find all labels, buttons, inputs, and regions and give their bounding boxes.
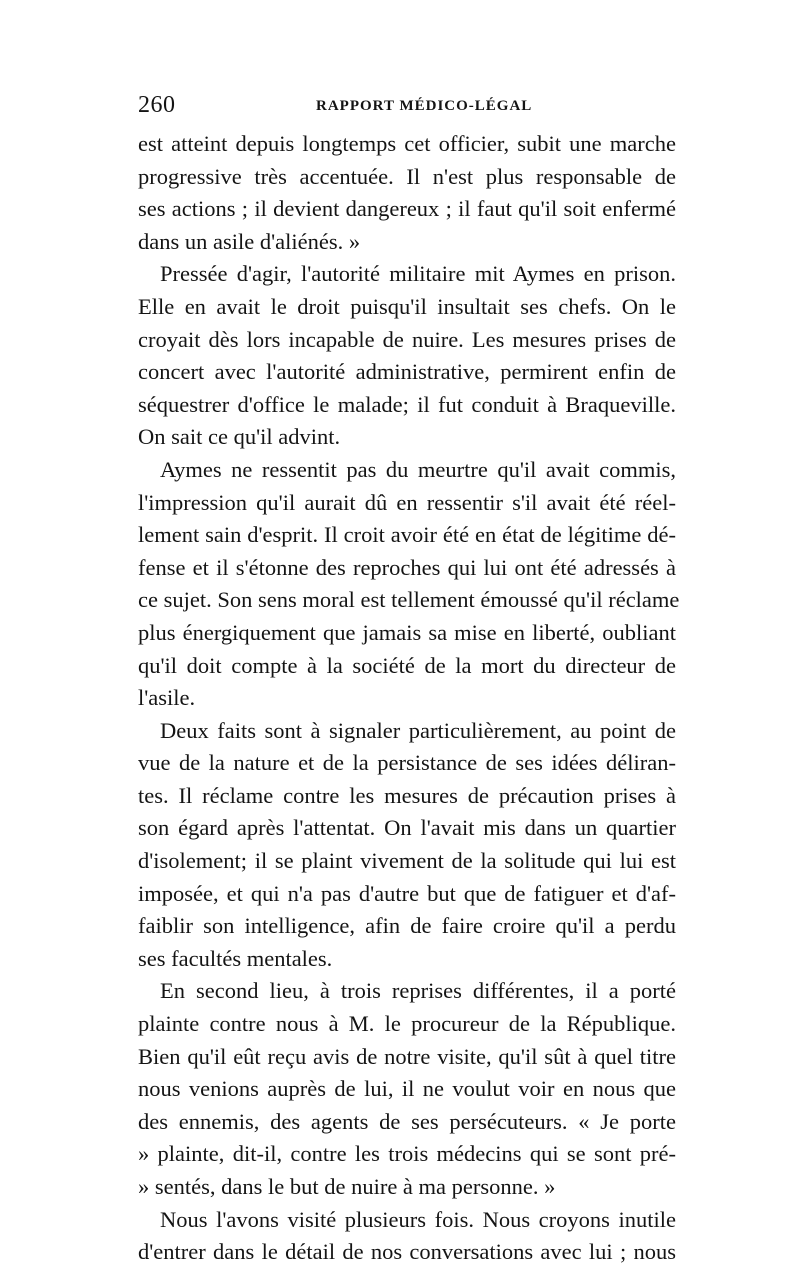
text-line: plus énergiquement que jamais sa mise en liberté, oubliant: [138, 619, 676, 645]
text-line: Bien qu'il eût reçu avis de notre visite, qu'il sût à quel titre: [138, 1043, 676, 1069]
text-line: séquestrer d'office le malade; il fut conduit à Braqueville.: [138, 391, 676, 417]
text-line: croyait dès lors incapable de nuire. Les mesures prises de: [138, 326, 676, 352]
text-line: ses actions ; il devient dangereux ; il faut qu'il soit enfermé: [138, 196, 676, 222]
text-line: plainte contre nous à M. le procureur de la République.: [138, 1011, 676, 1037]
text-line: fense et il s'étonne des reproches qui lui ont été adressés à: [138, 554, 676, 580]
text-line: d'isolement; il se plaint vivement de la solitude qui lui est: [138, 848, 676, 874]
text-line: vue de la nature et de la persistance de ses idées déliran-: [138, 750, 676, 776]
text-line: progressive très accentuée. Il n'est plus responsable de: [138, 163, 676, 189]
text-line: Aymes ne ressentit pas du meurtre qu'il avait commis,: [160, 456, 676, 482]
text-line: lement sain d'esprit. Il croit avoir été en état de légitime dé-: [138, 522, 676, 548]
text-line: dans un asile d'aliénés. »: [138, 228, 361, 254]
page-number: 260: [138, 92, 176, 118]
text-line: des ennemis, des agents de ses persécuteurs. « Je porte: [138, 1108, 676, 1134]
text-line: » sentés, dans le but de nuire à ma personne. »: [138, 1174, 556, 1199]
running-title: RAPPORT MÉDICO-LÉGAL: [316, 98, 533, 114]
text-line: On sait ce qu'il advint.: [138, 424, 341, 450]
text-line: Elle en avait le droit puisqu'il insultait ses chefs. On le: [138, 293, 676, 319]
text-line: faiblir son intelligence, afin de faire croire qu'il a perdu: [138, 913, 676, 939]
text-line: Pressée d'agir, l'autorité militaire mit Aymes en prison.: [160, 261, 676, 287]
text-line: d'entrer dans le détail de nos conversations avec lui ; nous: [138, 1239, 676, 1265]
text-line: son égard après l'attentat. On l'avait mis dans un quartier: [138, 815, 676, 841]
text-line: ses facultés mentales.: [138, 945, 333, 971]
text-line: ce sujet. Son sens moral est tellement émoussé qu'il réclame: [138, 587, 680, 613]
text-line: Deux faits sont à signaler particulièrement, au point de: [160, 717, 676, 743]
text-line: tes. Il réclame contre les mesures de précaution prises à: [138, 782, 676, 808]
text-line: nous venions auprès de lui, il ne voulut voir en nous que: [138, 1076, 676, 1102]
text-line: l'asile.: [138, 685, 196, 711]
page-header: [138, 90, 678, 120]
text-line: qu'il doit compte à la société de la mort du directeur de: [138, 652, 676, 678]
text-line: est atteint depuis longtemps cet officier, subit une marche: [138, 131, 676, 156]
text-line: » plainte, dit-il, contre les trois médecins qui se sont pré-: [138, 1141, 676, 1167]
text-line: Nous l'avons visité plusieurs fois. Nous croyons inutile: [160, 1206, 676, 1232]
text-line: l'impression qu'il aurait dû en ressentir s'il avait été réel-: [138, 489, 676, 515]
text-line: concert avec l'autorité administrative, permirent enfin de: [138, 359, 676, 385]
body-text: [138, 128, 680, 1269]
text-line: imposée, et qui n'a pas d'autre but que de fatiguer et d'af-: [138, 880, 676, 906]
text-line: En second lieu, à trois reprises différentes, il a porté: [160, 978, 676, 1004]
